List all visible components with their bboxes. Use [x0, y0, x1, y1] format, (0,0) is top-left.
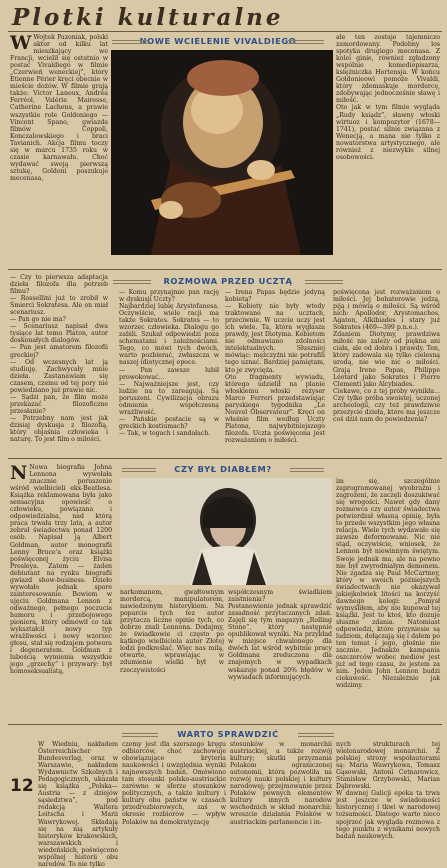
lennon-column-right: im się, szczególnie zaprogramowanej wyobraźni i zagrożeni, że zaczęli doszukiwać się wrogości. Nawet gdy dany rozmówca czy autor świadectwa potwierdzał własną opinię, była to przede wszystkim jego własna relacja. Wiele tych wydawało się zawsze deformowane. Nic nie stąd, oczywiście, wniosek, że Lennon był niewinnym świętym. Swoje jednak ma, ale na pewno nie był zwyrodnialym demonem. Nie zgadza się Paul McCartney, który w swoich późniejszych świadectwach nie okazywał jakiejkolwiek litości na korzyść dawnego kolegi: „Pomysł wymyśliłem, aby nie kupował tej książki. Jest to ktoś, kto dozuje słuszne zdania. Natomiast odpowiedzi, które przyniesie są ludziom, dołączają się i dałem po ten temat i jego, głośnie nie zacznie. Jednakże kampania oszczerców wobec mediów jest już od tego czasu, że jestem za nim. Jeden John Lennon budzi ciekawość. Niezależnie jak widzimy.: [336, 478, 440, 690]
vivaldi-dropcap: W: [10, 32, 32, 54]
interview-title: ROZMOWA PRZED UCZTĄ: [108, 275, 348, 287]
interview-top-rule: [8, 269, 442, 270]
lennon-title: CZY BYŁ DIABŁEM?: [118, 463, 328, 475]
vivaldi-photo: [111, 50, 333, 255]
vivaldi-text-2: ale ten zostaje tajemniczo zamordowany. Podobny los spotyka drugiego mecenasa. Z kolei ginie, również zgładzony wspólnie komediopisarza, księżniczka Hortensja. W końcu Goldonieowi pomoże Vivaldi, który zdemaskuje mordercę, zdobywając jednocześnie sławę i miłość. Oto jak w tym filmie wygląda „Rudy ksiądz”, sławny włoski wirtuoz i kompozytor (1678—1741), postać silnie związana z Wenecją, a mana nie tylko z nowatorstwa artystycznego, ale również z niezwykle silnej osobowości.: [336, 34, 440, 161]
interview-column-mid: — Komu przynajmie pan rację w dyskusji Uczty? Najbardziej lubię Arystofanesa. Oczywiście, wiele racji ma także Sokrates. Sokrates — to wzorzec człowieka. Dialogu go zabili. Szukał odpowiedzi poza schematami i zależnościami. Tego, co mówi tych dwóch, warto pozbierać, zwłaszcza w naszej idiotycznej epoce. — Pan zawsze lubił prowokować... — Najważniejsze jest, czy ludzie na to zareagują. Są poruszeni. Cywilizacja obrazu odmienia współczesną wrażliwość. — Pańskie postacie są w greckich kostiumach? — Tak, w togach i sandałach.: [119, 289, 219, 437]
vivaldi-text-1: Wojtek Pazoniak, polski aktor od kilku lat mieszkający we Francji, wcielił się ostatnio w postać Vivaldiego w filmie „Czerwień weneckiej”, który Etienne Périer kręci obecnie w mieście dożów. W filmie grają także: Victor Lanoux, Andréa Ferréol, Valérie Mairesse, Catherine Lachens, a prawie wszystkie role Goldoniego — Vincent Spano, gwiazda filmów Coppoli, Konczalowskiego i braci Tavianich. Akcja filmu toczy się w marcu 1735 roku w czasie karnawału. Choć wydawać swoją pierwszą sztukę, Goldoni poszukuje mecenasa,: [10, 34, 108, 182]
vivaldi-column-2: [336, 34, 440, 266]
page-number: 12: [10, 776, 34, 796]
warto-column-left: [38, 741, 118, 868]
interview-column-mid2: — Irena Papas będzie jedyną kobietą? — Kobiety nie były wtedy traktowane na ucztach, przeciwnie. W uczcie uczy jest ich wiele. Ta, która wygłasza prawdy, jest Diotyma. Kobietom nie odmawiano zdolności intelektualnych. Słuszniej mówiąc: mężczyźni nie potrafili tego uznać. Bardziej pamiętam, kto je zwycięża. Oto fragmenty wywiadu, którego udzielił na planie włoskiemu włoski reżyser Marco Ferreri przedstawiając paryskiego tygodnika „Le Nouvel Observateur”. Kręci on właśnie film według Uczty Platona, najwybitniejszego filozofa. Uczta poświęcona jest rozważaniom o miłości.: [225, 289, 325, 444]
lennon-column-left: [10, 464, 112, 720]
lennon-column-mid2: współczesnym świadkiem zaistnienia? Postanowienie jednak sprawdzić zasadność przytaczanych zdań. Zajęli się tym magazyn „Rolling Stone”, który następnie opublikował wyniki. Na przykład w miejsce chwalonego dla dwóch lat wśród wybitnie pracy Goldmana zreduczona dla znajomych w wypadkach wskazuje ponad 20% błędów w wywiadach informujących.: [228, 589, 332, 681]
vivaldi-column-1: [10, 34, 108, 266]
lennon-dropcap: N: [10, 462, 28, 484]
lennon-column-mid: narkomanem, gwałtownym mordercą, manipulatorem, nawiedzonym histerykiem. Na poparcie tych tez autor przytacza liczne opinie tych, co dobrze znali Lennona. Dodajmy, że świadkowie ci często po kątkogo wielbiciela autor Złotej lodzi podkreślać. Więc nas milą, otwarte, wprawiając w zdumienie wielki był w rzeczywistości: [120, 589, 224, 674]
warto-column-mid2: stosunków w monarchii austriackiej, a także rozwój kultury; skutki przyznania Polakom ograniczonej autonomii, która pozwoliła na rozwój nauki polskiej i kultury narodowej; przejmowanie przez Polaków pewnych elementów kultury innych narodów wschodnich w skład monarchii; wreszcie działania Polaków w austriackim parlamencie i in-: [230, 741, 332, 826]
interview-column-right: poświęcona jest rozważaniom o miłości. Jej bohaterowie jedzą, piją i mówią o miłości. Są wśród nich: Apollodor, Arystomachos, Agaton, Alkibiades i stary już Sokrates (469—399 p.n.e.). Zdaniem Diotymy, prawdziwa miłość nie zależy od piękna ani ciała, ale od dobra i prawdy. Ten, który zadowala się tylko cielesną urodą, nie wie nic o miłości. Grają Irene Papas, Philippe Léotard jako Sokrates i Pierre Clementi jako Alcybiades. Ciekawe, co z tej próby wynikła... Czy tylko próba swoistej, uczonej archeologii, czy też prawdziwie przeżycie dzieła, które ma jeszcze coś dziś nam do powiedzenia?: [333, 289, 440, 423]
lennon-photo: [120, 478, 332, 585]
warto-text-left: W Wiedniu, nakładem Österreichischer Bundesverlag, oraz w Warszawie, nakładem Wydawnictw Szkolnych i Pedagogicznych, ukazała się książka „Polska—Austria — z dziejów sąsiedztwa”, pod redakcją Walterа Leitscha i Marii Wawrykowej. Składają się na nią artykuły historyków krakowskich, warszawskich i wiedeńskich, poświęcone wspólnej historii obu narodów. To nie tylko: [38, 741, 118, 868]
warto-column-mid: czemy jest dla szerszego kręgu odbiorców, choć zachowuje obowiązujące kryteria naukowości i uwzględnia wyniki najnowszych badań. Omówiono tam stosunki polsko-austriackie zarówno w sferze stosunków politycznych, a także kultury i kultury obu państw w czasach przedrozbiorowych, zaś w okresie rozbiorów — wpływ Polaków na demokratyzację: [122, 741, 226, 826]
masthead-rule: [8, 31, 442, 32]
lennon-text-left: Nowa biografia Johna Lennona wywołała znacznie poruszenie wśród wielbicieli ekx-Beatlesa. Książka reklamowana była jako sensacyjna opowieść o człowieku, powiązana i odpowiedzialna, nad którą praca trwała trzy lata, a autor zebrał świadectwa ponad 1200 osób. Napisał ją Albert Goldman, autor monografii Lenny Bruce'a oraz książki poświęconej życiu Elvisa Presleya. Zatem — żaden debiutant na rynku biografii gwiazd show-business. Dzieło wywołało jednak spore zainteresowanie. Bowiem w ujęciu Goldmana Lennon z odważnego, pełnego poczucia humoru i przebojowego pioniera, który odmówił co tak wykształcił nowy typ wrażliwości i nowy wzorzec głosu, stał się rodzajem potwora i degeneratem. Goldman z lubością wymienia wszystkie jego „grzechy” i przywary: był homoseksualistą,: [10, 464, 112, 676]
warto-top-rule: [8, 724, 442, 725]
masthead-title: Plotki kulturalne: [12, 4, 284, 31]
warto-title: WARTO SPRAWDZIĆ: [118, 728, 338, 740]
interview-column-left: — Czy to pierwsza adaptacja dzieła filozofa dla potrzeb filmu? — Rossellini już to zrobił w Śmierci Sokratesa. Ale on miał scenariusz. — Pan go nie ma? — Scenariusz napisał dwa tysiące lat temu Platon, autor doskonałych dialogów. — Pan jest amatorem filozofii greckiej? — Od wczesnych lat ją studiuję. Zachwycały mnie dzieła. Zastanawiam się czasem, czemu od tej pory nie powiedziano już prawie nic. — Sądzi pan, że film może przekazać filozoficzne przesłanie? — Potrzebny nam jest jak dzisiaj dyskusja z filozofią, który objaśnia człowieka i naturę. To jest film o miłości.: [10, 274, 108, 444]
magazine-page: [8, 4, 442, 868]
vivaldi-title: NOWE WCIELENIE VIVALDIEGO: [108, 35, 328, 47]
lennon-top-rule: [8, 458, 442, 459]
warto-column-right: nych strukturach tej wielonarodowej monarchii. Z polskiej strony współautorami są: Maria Wawrykowa, Tomasz Gąsowski, Antoni Cetnarowicz, Stanisław Grzybowski, Marian Dąbrowski. W dawnej Galicji epoka ta trwa jest jeszcze w świadomości historycznej i tkwi w narodowej tożsamości. Dlatego warto nieco spojrzeć jak wygląda rozmowa z tego punktu z wynikami nowych badań naukowych.: [336, 741, 440, 840]
